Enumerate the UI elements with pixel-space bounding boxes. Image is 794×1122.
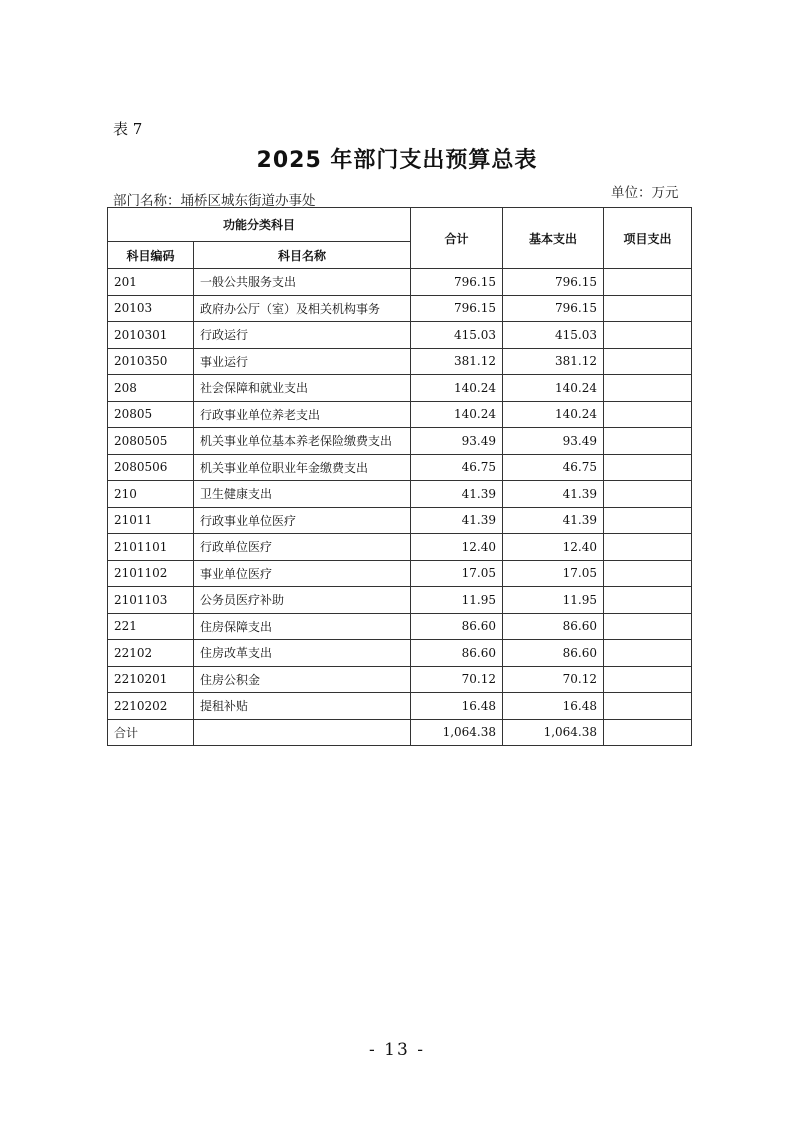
cell-project [604, 613, 692, 640]
table-row [108, 587, 692, 614]
header-total: 合计 [411, 208, 503, 269]
department-name: 部门名称：埇桥区城东街道办事处 [113, 193, 316, 209]
cell-name: 行政事业单位医疗 [194, 507, 411, 534]
cell-total: 140.24 [411, 401, 503, 428]
cell-code: 208 [108, 375, 194, 402]
cell-name: 一般公共服务支出 [194, 269, 411, 296]
cell-total: 86.60 [411, 640, 503, 667]
cell-basic: 86.60 [503, 613, 604, 640]
cell-project [604, 428, 692, 455]
cell-code: 2080505 [108, 428, 194, 455]
cell-project [604, 348, 692, 375]
table-row [108, 481, 692, 508]
cell-basic: 796.15 [503, 269, 604, 296]
cell-total: 41.39 [411, 507, 503, 534]
cell-project [604, 401, 692, 428]
cell-code: 2210202 [108, 693, 194, 720]
cell-name: 行政运行 [194, 322, 411, 349]
cell-total: 17.05 [411, 560, 503, 587]
table-row [108, 454, 692, 481]
table-row [108, 640, 692, 667]
cell-basic: 86.60 [503, 640, 604, 667]
cell-basic: 381.12 [503, 348, 604, 375]
cell-project [604, 640, 692, 667]
cell-project [604, 481, 692, 508]
cell-basic: 796.15 [503, 295, 604, 322]
total-row [108, 719, 692, 746]
table-row [108, 401, 692, 428]
cell-total: 86.60 [411, 613, 503, 640]
table-row [108, 613, 692, 640]
cell-code: 210 [108, 481, 194, 508]
cell-project [604, 375, 692, 402]
cell-basic: 140.24 [503, 375, 604, 402]
table-row [108, 295, 692, 322]
cell-code: 2101101 [108, 534, 194, 561]
cell-code: 2101102 [108, 560, 194, 587]
cell-name: 机关事业单位基本养老保险缴费支出 [194, 428, 411, 455]
cell-code: 21011 [108, 507, 194, 534]
cell-name: 社会保障和就业支出 [194, 375, 411, 402]
cell-code: 2080506 [108, 454, 194, 481]
cell-project [604, 693, 692, 720]
cell-project [604, 322, 692, 349]
cell-name: 卫生健康支出 [194, 481, 411, 508]
cell-basic: 415.03 [503, 322, 604, 349]
header-name: 科目名称 [194, 242, 411, 269]
total-project [604, 719, 692, 746]
cell-basic: 12.40 [503, 534, 604, 561]
cell-name: 住房保障支出 [194, 613, 411, 640]
cell-total: 41.39 [411, 481, 503, 508]
table-row [108, 560, 692, 587]
cell-project [604, 295, 692, 322]
cell-project [604, 560, 692, 587]
cell-total: 16.48 [411, 693, 503, 720]
cell-basic: 16.48 [503, 693, 604, 720]
cell-total: 70.12 [411, 666, 503, 693]
table-body [108, 269, 692, 746]
cell-project [604, 454, 692, 481]
cell-name: 行政事业单位养老支出 [194, 401, 411, 428]
table-row [108, 375, 692, 402]
cell-project [604, 666, 692, 693]
cell-code: 20805 [108, 401, 194, 428]
cell-code: 2210201 [108, 666, 194, 693]
cell-name: 公务员医疗补助 [194, 587, 411, 614]
cell-total: 796.15 [411, 269, 503, 296]
total-basic: 1,064.38 [503, 719, 604, 746]
cell-basic: 11.95 [503, 587, 604, 614]
header-code: 科目编码 [108, 242, 194, 269]
table-row [108, 428, 692, 455]
cell-basic: 93.49 [503, 428, 604, 455]
page-number: - 13 - [369, 1040, 425, 1060]
cell-total: 796.15 [411, 295, 503, 322]
cell-basic: 140.24 [503, 401, 604, 428]
cell-name: 政府办公厅（室）及相关机构事务 [194, 295, 411, 322]
cell-code: 20103 [108, 295, 194, 322]
budget-table [107, 207, 692, 746]
cell-basic: 70.12 [503, 666, 604, 693]
cell-total: 381.12 [411, 348, 503, 375]
table-row [108, 322, 692, 349]
cell-total: 93.49 [411, 428, 503, 455]
cell-basic: 41.39 [503, 481, 604, 508]
cell-code: 201 [108, 269, 194, 296]
table-row [108, 534, 692, 561]
cell-name: 住房公积金 [194, 666, 411, 693]
cell-project [604, 534, 692, 561]
header-category-group: 功能分类科目 [108, 208, 411, 242]
total-sum: 1,064.38 [411, 719, 503, 746]
cell-project [604, 269, 692, 296]
cell-code: 2010350 [108, 348, 194, 375]
cell-total: 415.03 [411, 322, 503, 349]
cell-total: 46.75 [411, 454, 503, 481]
header-project: 项目支出 [604, 208, 692, 269]
total-name [194, 719, 411, 746]
cell-total: 140.24 [411, 375, 503, 402]
table-row [108, 693, 692, 720]
cell-basic: 41.39 [503, 507, 604, 534]
page-title: 2025 年部门支出预算总表 [256, 148, 538, 173]
table-row [108, 269, 692, 296]
cell-name: 事业运行 [194, 348, 411, 375]
table-label: 表 7 [113, 120, 143, 138]
cell-basic: 46.75 [503, 454, 604, 481]
total-label: 合计 [108, 719, 194, 746]
table-row [108, 666, 692, 693]
cell-project [604, 507, 692, 534]
unit-label: 单位：万元 [611, 185, 679, 201]
cell-basic: 17.05 [503, 560, 604, 587]
cell-code: 2010301 [108, 322, 194, 349]
cell-name: 住房改革支出 [194, 640, 411, 667]
header-basic: 基本支出 [503, 208, 604, 269]
cell-project [604, 587, 692, 614]
cell-code: 2101103 [108, 587, 194, 614]
cell-total: 12.40 [411, 534, 503, 561]
cell-total: 11.95 [411, 587, 503, 614]
table-row [108, 507, 692, 534]
table-row [108, 348, 692, 375]
cell-code: 22102 [108, 640, 194, 667]
cell-name: 事业单位医疗 [194, 560, 411, 587]
cell-name: 行政单位医疗 [194, 534, 411, 561]
cell-name: 提租补贴 [194, 693, 411, 720]
cell-name: 机关事业单位职业年金缴费支出 [194, 454, 411, 481]
cell-code: 221 [108, 613, 194, 640]
